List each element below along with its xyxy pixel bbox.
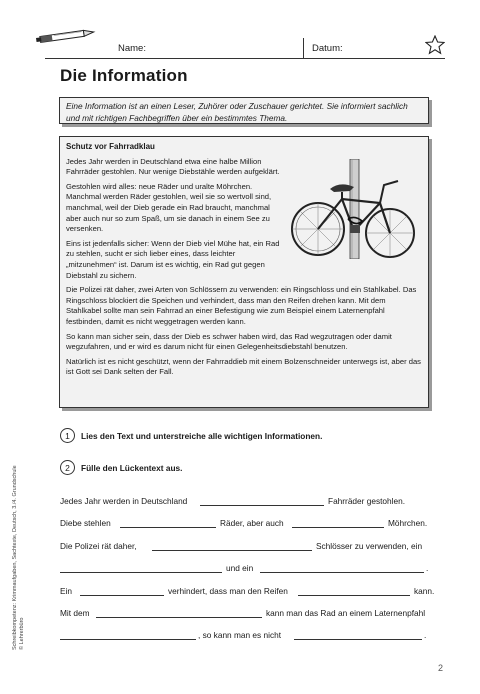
- article-subtitle: Schutz vor Fahrradklau: [66, 142, 155, 151]
- task-text: Lies den Text und unterstreiche alle wichtigen Informationen.: [81, 430, 323, 441]
- cloze-text: Mit dem: [60, 608, 90, 618]
- sidebar-credit-line: Schreibkompetenz: Krimmaufgaben, Sachtexte, Deutsch, 3./4. Grundschule: [12, 465, 18, 650]
- cloze-blank[interactable]: [292, 527, 384, 528]
- cloze-blank[interactable]: [298, 595, 410, 596]
- page-title: Die Information: [60, 66, 188, 85]
- cloze-blank[interactable]: [120, 527, 216, 528]
- cloze-text: Ein: [60, 586, 72, 596]
- cloze-text: Räder, aber auch: [220, 518, 284, 528]
- cloze-blank[interactable]: [80, 595, 164, 596]
- page-number: 2: [438, 663, 444, 673]
- cloze-blank[interactable]: [294, 639, 422, 640]
- name-date-row: [45, 34, 445, 59]
- task-text: Fülle den Lückentext aus.: [81, 462, 183, 473]
- cloze-text: kann.: [414, 586, 435, 596]
- cloze-text: Jedes Jahr werden in Deutschland: [60, 496, 188, 506]
- cloze-line-2: [60, 518, 432, 530]
- cloze-text: Möhrchen.: [388, 518, 428, 528]
- cloze-text: Fahrräder gestohlen.: [328, 496, 406, 506]
- header-divider: [303, 38, 304, 58]
- cloze-text: .: [424, 630, 427, 640]
- cloze-text: kann man das Rad an einem Laternenpfahl: [266, 608, 426, 618]
- cloze-text: , so kann man es nicht: [198, 630, 282, 640]
- definition-text: Eine Information ist an einen Leser, Zuhörer oder Zuschauer gerichtet. Sie informiert sachlich und mit richtigen Fachbegriffen über ein bestimmtes Thema.: [66, 101, 408, 123]
- cloze-text: .: [426, 563, 429, 573]
- task-1: [60, 428, 322, 443]
- cloze-text: Die Polizei rät daher,: [60, 541, 137, 551]
- article-paragraph: Jedes Jahr werden in Deutschland etwa eine halbe Million Fahrräder gestohlen. Nur wenige Diebstähle werden aufgeklärt.: [66, 156, 280, 177]
- sidebar-copyright: © Lehrerbüro: [19, 617, 25, 650]
- cloze-blank[interactable]: [60, 639, 196, 640]
- cloze-text: und ein: [226, 563, 254, 573]
- cloze-line-6: [60, 608, 432, 620]
- article-paragraph: Gestohlen wird alles: neue Räder und uralte Möhrchen. Manchmal werden Räder gestohlen, weil sie so wertvoll sind, manchmal, weil der Dieb gerade ein Rad braucht, manchmal aber auch nur so zum Spaß, um sie danach in einem See zu versenken.: [66, 181, 272, 234]
- cloze-line-5: [60, 586, 435, 598]
- cloze-blank[interactable]: [60, 572, 222, 573]
- cloze-blank[interactable]: [96, 617, 262, 618]
- article-box: [59, 136, 429, 408]
- cloze-line-4: [60, 563, 432, 575]
- cloze-blank[interactable]: [152, 550, 312, 551]
- cloze-line-1: [60, 496, 432, 508]
- article-paragraph: Die Polizei rät daher, zwei Arten von Schlössern zu verwenden: ein Ringschloss und ein Stahlkabel. Das Ringschloss blockiert die Speichen und verhindert, dass man den Reifen drehen kann. Mit dem Stahlkabel sollte man sein Fahrrad an einer Befestigung wie zum Beispiel einem Laternenpfahl festbinden, damit es nicht weggetragen werden kann.: [66, 285, 417, 326]
- definition-box: [59, 97, 429, 124]
- cloze-line-3: [60, 541, 432, 553]
- bicycle-illustration: [280, 159, 420, 259]
- cloze-blank[interactable]: [260, 572, 424, 573]
- cloze-line-7: [60, 630, 432, 642]
- article-paragraph: Natürlich ist es nicht geschützt, wenn der Fahrraddieb mit einem Bolzenschneider unterwegs ist, aber das ist Gott sei Dank selten der Fall.: [66, 356, 421, 377]
- task-2: [60, 460, 182, 475]
- name-label: Name:: [118, 43, 146, 54]
- task-number: 1: [60, 428, 75, 443]
- task-number: 2: [60, 460, 75, 475]
- cloze-text: verhindert, dass man den Reifen: [168, 586, 288, 596]
- sidebar-credit: [12, 465, 26, 650]
- cloze-blank[interactable]: [200, 505, 324, 506]
- article-paragraph: Eins ist jedenfalls sicher: Wenn der Dieb viel Mühe hat, ein Rad zu stehlen, sucht er sich lieber eines, dass leichter „mitzunehmen“ ist. Darum ist es wichtig, ein Rad gut gegen Diebstahl zu sichern.: [66, 238, 280, 280]
- date-label: Datum:: [312, 43, 343, 54]
- cloze-text: Diebe stehlen: [60, 518, 111, 528]
- article-paragraph: So kann man sicher sein, dass der Dieb es schwer haben wird, das Rad wegzutragen oder damit wegzufahren, und er wird es darum nicht für einen Gelegenheitsdiebstahl benutzen.: [66, 331, 392, 352]
- cloze-text: Schlösser zu verwenden, ein: [316, 541, 423, 551]
- star-icon: [425, 35, 445, 55]
